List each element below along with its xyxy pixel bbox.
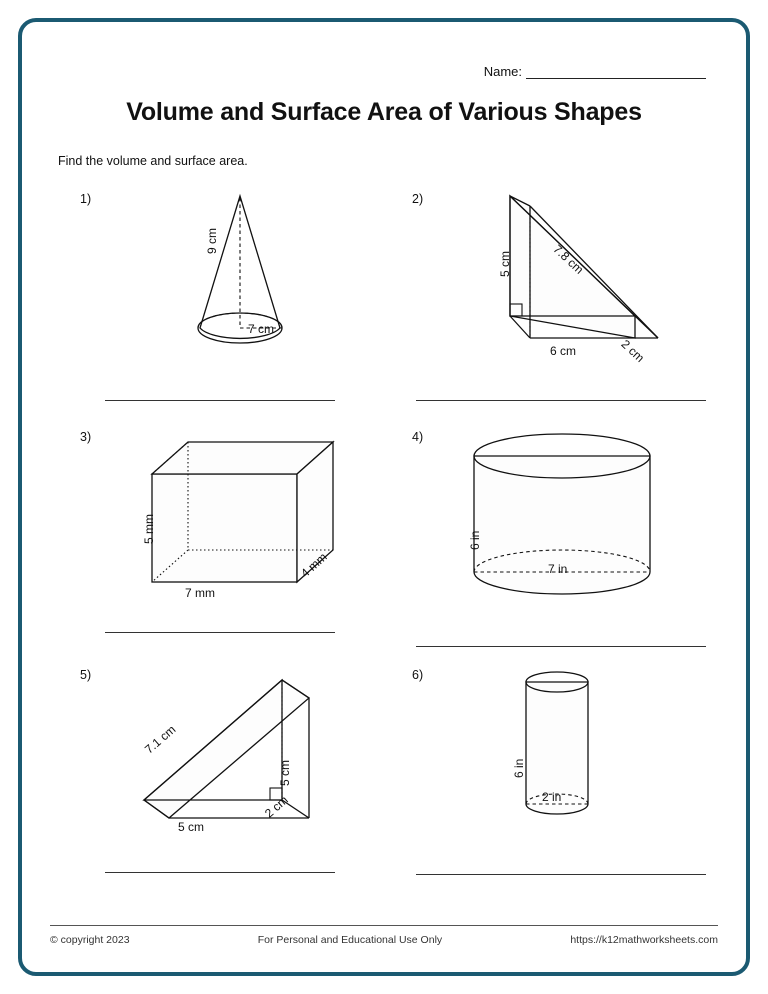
- problem-2-label-depth: 2 cm: [618, 337, 648, 365]
- problem-4-number: 4): [412, 430, 424, 444]
- problem-6: [390, 658, 720, 888]
- cone-figure: [130, 188, 330, 378]
- problem-5-label-height: 5 cm: [278, 759, 292, 786]
- name-field-row: [484, 64, 706, 79]
- problem-5-label-depth: 2 cm: [262, 792, 291, 821]
- problem-5-label-base: 5 cm: [178, 820, 205, 834]
- problem-5-number: 5): [80, 668, 92, 682]
- problem-6-label-height: 6 in: [512, 758, 526, 778]
- problem-3-answer-line[interactable]: [105, 632, 335, 633]
- problem-2-label-hypotenuse: 7.8 cm: [550, 242, 587, 277]
- problem-2-answer-line[interactable]: [416, 400, 706, 401]
- problem-4-label-height: 6 in: [468, 530, 482, 550]
- problem-3: [50, 420, 380, 650]
- problem-3-label-height: 5 mm: [142, 514, 156, 544]
- problem-4-answer-line[interactable]: [416, 646, 706, 647]
- problem-3-label-depth: 4 mm: [298, 549, 330, 581]
- problem-6-number: 6): [412, 668, 424, 682]
- problem-6-label-diameter: 2 in: [542, 790, 562, 804]
- problem-5-label-hypotenuse: 7.1 cm: [142, 722, 179, 757]
- cylinder-figure-large: [452, 432, 682, 612]
- footer-usage: For Personal and Educational Use Only: [257, 934, 443, 946]
- problem-1-answer-line[interactable]: [105, 400, 335, 401]
- footer: [50, 925, 718, 946]
- page-title: Volume and Surface Area of Various Shapes: [126, 98, 642, 126]
- problem-2-label-height: 5 cm: [498, 250, 512, 277]
- footer-copyright: © copyright 2023: [50, 934, 130, 946]
- problem-1-label-height: 9 cm: [205, 227, 219, 254]
- name-input-line[interactable]: [526, 66, 706, 79]
- footer-website: https://k12mathworksheets.com: [570, 934, 718, 946]
- problem-1-label-radius: 7 cm: [248, 322, 275, 336]
- problem-2-label-base: 6 cm: [550, 344, 577, 358]
- cylinder-figure-small: [500, 666, 640, 836]
- problem-4-label-diameter: 7 in: [548, 562, 568, 576]
- problem-4: [390, 420, 720, 650]
- problem-6-answer-line[interactable]: [416, 874, 706, 875]
- problem-5-answer-line[interactable]: [105, 872, 335, 873]
- problem-3-label-length: 7 mm: [185, 586, 215, 600]
- problem-5: [50, 658, 380, 888]
- worksheet-border: [18, 18, 750, 976]
- instructions-text: Find the volume and surface area.: [58, 154, 248, 168]
- problem-1-number: 1): [80, 192, 92, 206]
- problem-3-number: 3): [80, 430, 92, 444]
- triangular-prism-figure-2: [114, 672, 364, 852]
- problem-2-number: 2): [412, 192, 424, 206]
- problem-2: [390, 182, 720, 412]
- problem-1: [50, 182, 380, 412]
- name-label: Name:: [483, 64, 522, 79]
